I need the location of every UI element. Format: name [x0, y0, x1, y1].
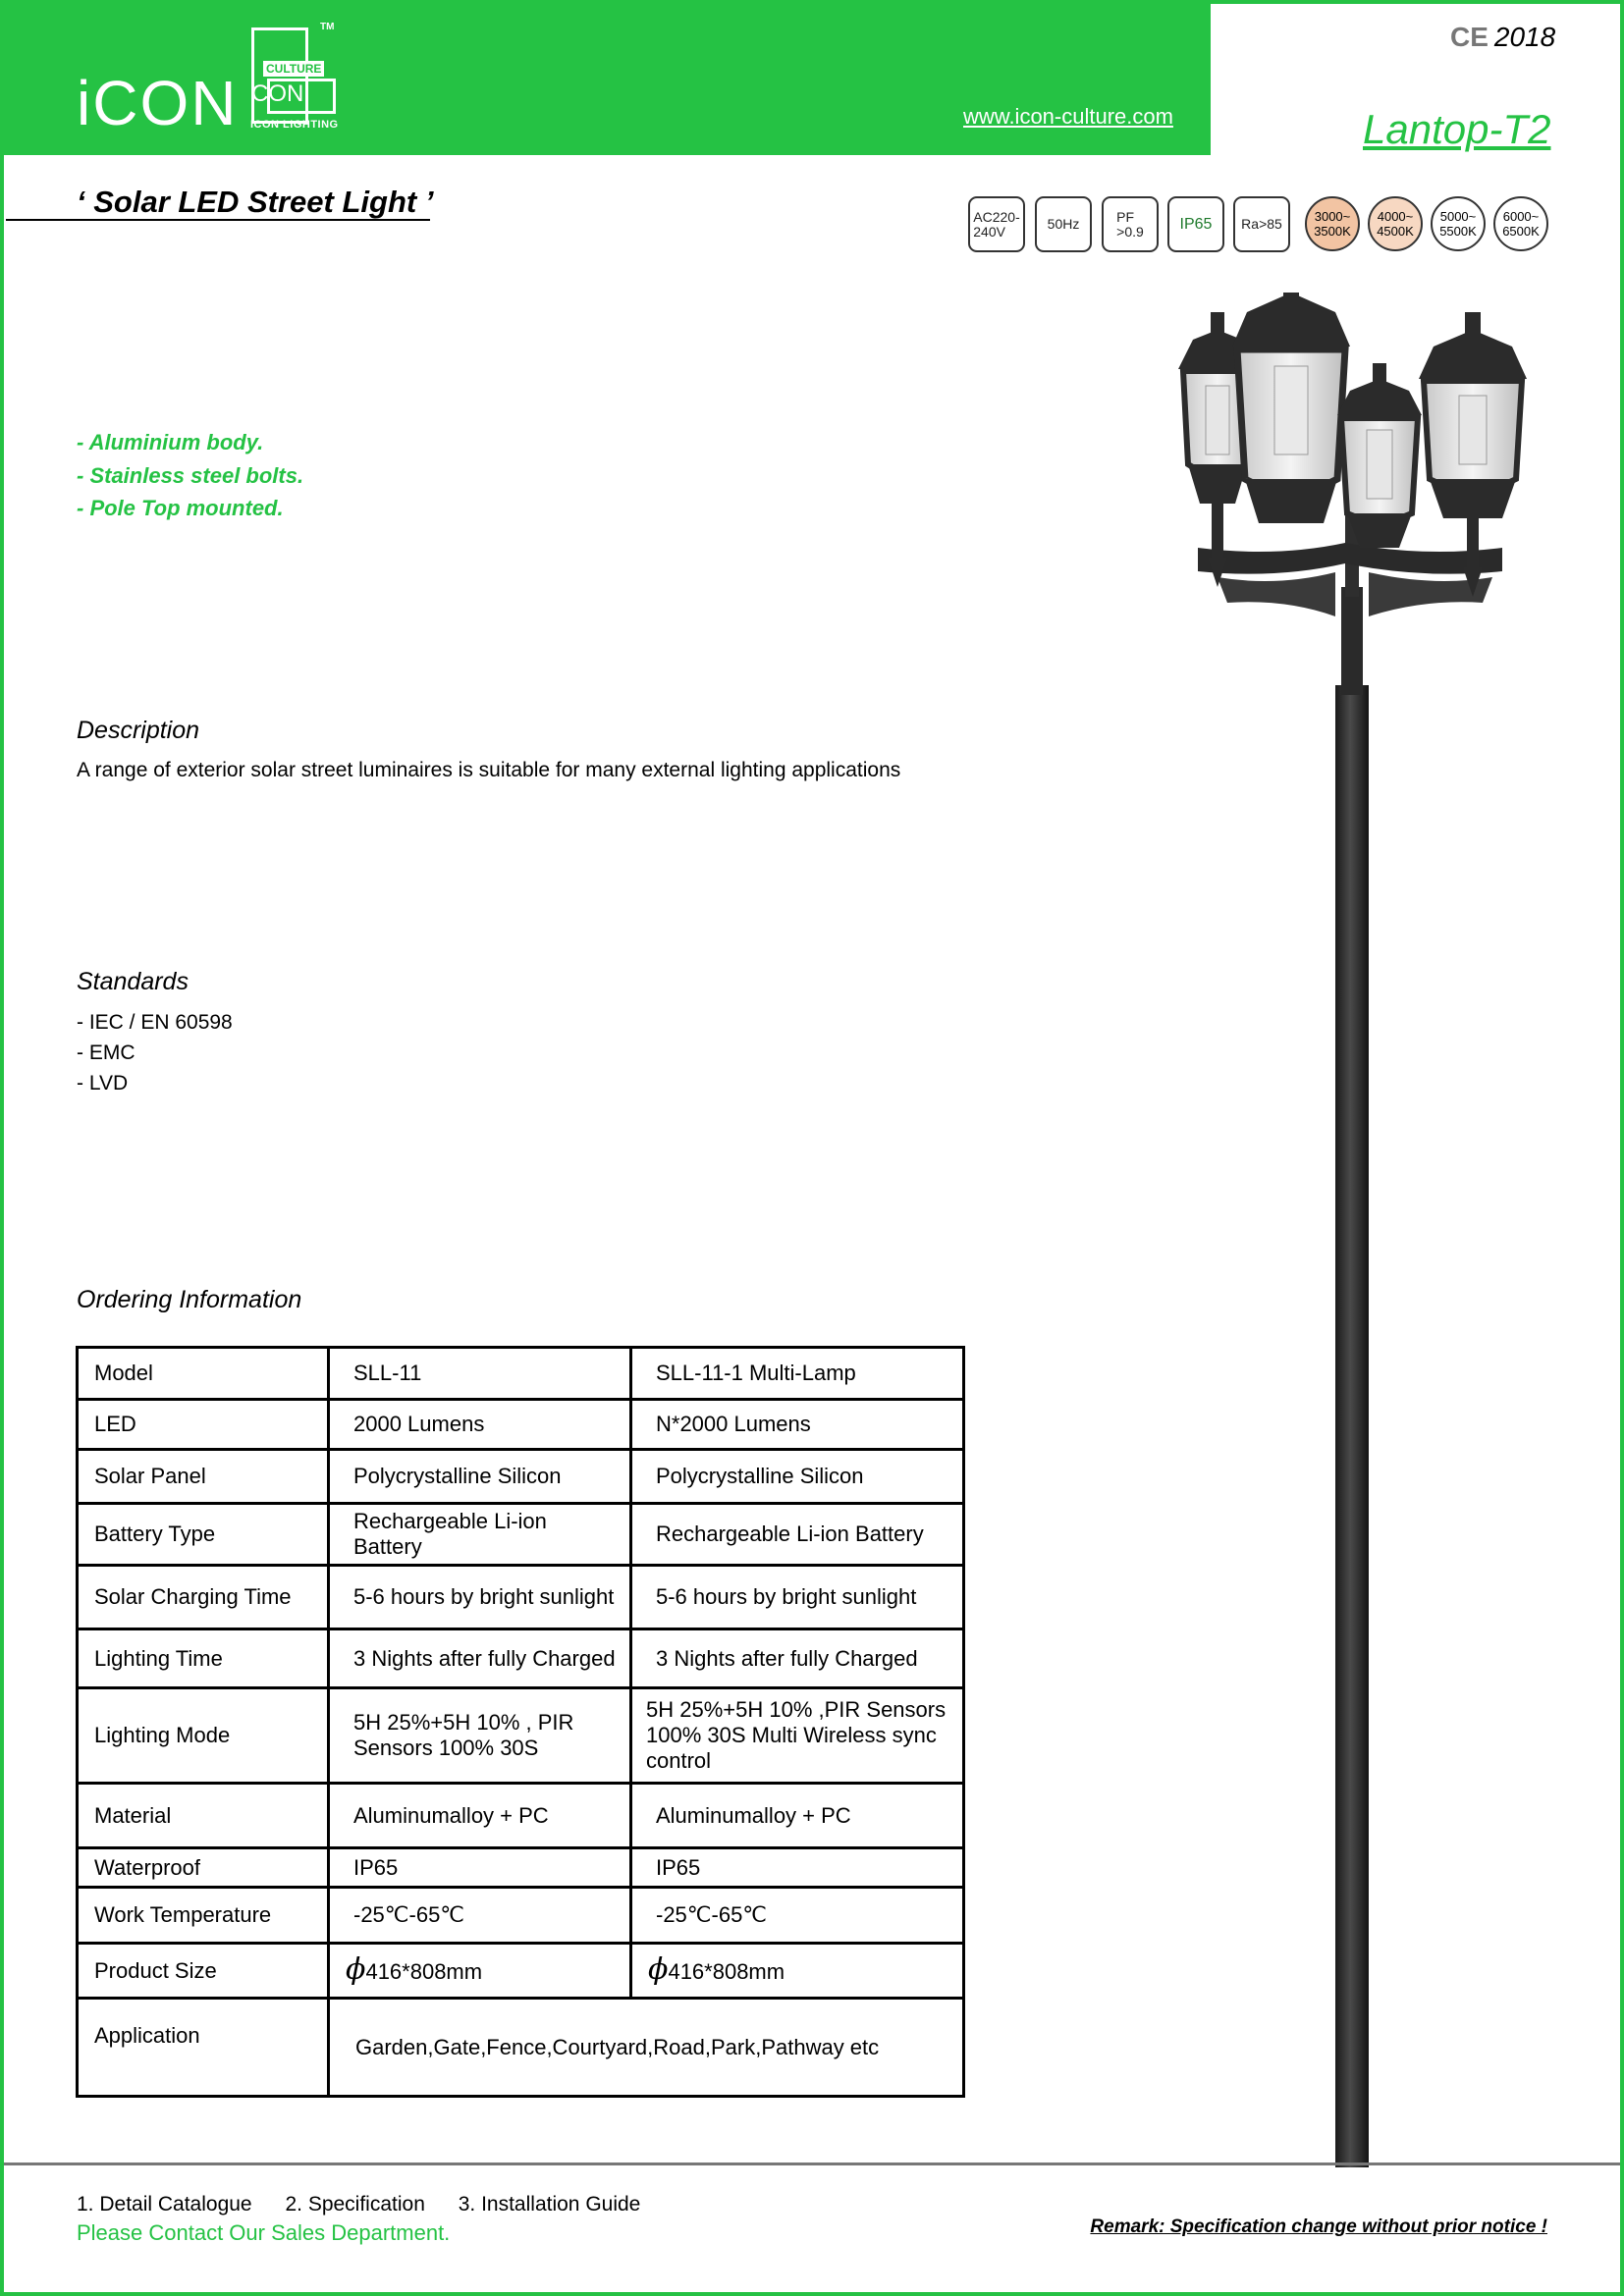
footer-link-catalogue[interactable]: 1. Detail Catalogue — [77, 2193, 252, 2216]
table-row — [78, 1629, 964, 1688]
header-band — [0, 0, 1211, 155]
street-lamp-illustration — [1139, 293, 1551, 2167]
table-row — [78, 1450, 964, 1504]
row-label: Battery Type — [78, 1504, 329, 1566]
table-row — [78, 1784, 964, 1848]
lamp-pole — [1335, 685, 1369, 2167]
table-row — [78, 1400, 964, 1450]
row-label: Solar Charging Time — [78, 1566, 329, 1629]
cell-charging-2: 5-6 hours by bright sunlight — [631, 1566, 964, 1629]
cct-6000k: 6000~ 6500K — [1493, 196, 1548, 251]
diameter-symbol: ϕ — [648, 1951, 669, 1987]
badge-power-factor: PF >0.9 — [1102, 196, 1159, 252]
cell-charging-1: 5-6 hours by bright sunlight — [329, 1566, 631, 1629]
row-label: Material — [78, 1784, 329, 1848]
product-code: Lantop-T2 — [1363, 106, 1551, 152]
cell-size-2: ϕ416*808mm — [631, 1944, 964, 1999]
cell-material-2: Aluminumalloy + PC — [631, 1784, 964, 1848]
description-heading: Description — [77, 717, 200, 744]
footer-divider — [4, 2163, 1620, 2165]
feature-item: - Pole Top mounted. — [77, 496, 284, 520]
bracket-left — [1218, 572, 1335, 616]
footer-link-specification[interactable]: 2. Specification — [285, 2193, 425, 2216]
lantern-center-left — [1232, 293, 1350, 523]
standard-item: - EMC — [77, 1041, 135, 1064]
contact-note: Please Contact Our Sales Department. — [77, 2220, 451, 2245]
table-row — [78, 1688, 964, 1784]
table-row — [78, 1848, 964, 1888]
table-row — [78, 1348, 964, 1400]
badge-frequency: 50Hz — [1035, 196, 1092, 252]
cell-application: Garden,Gate,Fence,Courtyard,Road,Park,Pathway etc — [329, 1999, 964, 2097]
pole-top — [1341, 587, 1363, 695]
lantern-center-right — [1337, 363, 1422, 548]
badge-voltage: AC220- 240V — [968, 196, 1025, 252]
remark-note: Remark: Specification change without prior notice ! — [1090, 2216, 1547, 2237]
ce-year — [1450, 22, 1555, 53]
product-title: ‘ Solar LED Street Light ’ — [77, 185, 434, 219]
ce-mark-icon: CE — [1450, 22, 1489, 52]
row-label: Waterproof — [78, 1848, 329, 1888]
catalogue-year: 2018 — [1493, 22, 1556, 52]
description-text: A range of exterior solar street luminaires is suitable for many external lighting applications — [77, 759, 901, 781]
table-row — [78, 1566, 964, 1629]
cell-model-1: SLL-11 — [329, 1348, 631, 1400]
table-row — [78, 1944, 964, 1999]
cct-5000k: 5000~ 5500K — [1431, 196, 1486, 251]
standards-heading: Standards — [77, 968, 189, 995]
cell-led-2: N*2000 Lumens — [631, 1400, 964, 1450]
row-label: LED — [78, 1400, 329, 1450]
title-underline — [6, 219, 430, 221]
ordering-heading: Ordering Information — [77, 1286, 302, 1313]
cell-waterproof-2: IP65 — [631, 1848, 964, 1888]
cell-led-1: 2000 Lumens — [329, 1400, 631, 1450]
feature-item: - Aluminium body. — [77, 430, 264, 454]
logo-tm: TM — [320, 22, 335, 32]
standard-item: - IEC / EN 60598 — [77, 1011, 233, 1034]
cct-4000k: 4000~ 4500K — [1368, 196, 1423, 251]
standard-item: - LVD — [77, 1072, 129, 1095]
table-row — [78, 1888, 964, 1944]
footer-links — [77, 2193, 668, 2216]
cell-temperature-2: -25℃-65℃ — [631, 1888, 964, 1944]
cell-material-1: Aluminumalloy + PC — [329, 1784, 631, 1848]
ordering-table — [76, 1346, 965, 2098]
row-label: Model — [78, 1348, 329, 1400]
logo-subtitle: ICON LIGHTING — [250, 119, 339, 131]
badge-ip-rating: IP65 — [1167, 196, 1224, 252]
cell-lighting-time-2: 3 Nights after fully Charged — [631, 1629, 964, 1688]
table-row — [78, 1504, 964, 1566]
cell-lighting-mode-1: 5H 25%+5H 10% , PIR Sensors 100% 30S — [329, 1688, 631, 1784]
cell-size-1: ϕ416*808mm — [329, 1944, 631, 1999]
brand-logo-icon — [247, 24, 346, 132]
cell-battery-1: Rechargeable Li-ion Battery — [329, 1504, 631, 1566]
footer-link-installation[interactable]: 3. Installation Guide — [458, 2193, 641, 2216]
badge-cri: Ra>85 — [1233, 196, 1290, 252]
cell-temperature-1: -25℃-65℃ — [329, 1888, 631, 1944]
cell-panel-2: Polycrystalline Silicon — [631, 1450, 964, 1504]
logo-culture-text: CULTURE — [263, 61, 324, 77]
row-label: Lighting Mode — [78, 1688, 329, 1784]
row-label: Work Temperature — [78, 1888, 329, 1944]
row-label: Product Size — [78, 1944, 329, 1999]
row-label: Lighting Time — [78, 1629, 329, 1688]
diameter-symbol: ϕ — [346, 1951, 366, 1987]
table-row — [78, 1999, 964, 2097]
cell-waterproof-1: IP65 — [329, 1848, 631, 1888]
feature-item: - Stainless steel bolts. — [77, 462, 304, 488]
cell-model-2: SLL-11-1 Multi-Lamp — [631, 1348, 964, 1400]
cct-3000k: 3000~ 3500K — [1305, 196, 1360, 251]
cell-battery-2: Rechargeable Li-ion Battery — [631, 1504, 964, 1566]
logo-con-text: CON — [251, 80, 304, 107]
standards-list — [77, 1011, 233, 1102]
feature-list — [77, 430, 303, 529]
brand-wordmark: iCON — [77, 68, 239, 138]
cell-panel-1: Polycrystalline Silicon — [329, 1450, 631, 1504]
website-link[interactable]: www.icon-culture.com — [963, 104, 1173, 129]
row-label: Solar Panel — [78, 1450, 329, 1504]
cell-lighting-time-1: 3 Nights after fully Charged — [329, 1629, 631, 1688]
row-label: Application — [78, 1999, 329, 2097]
cell-lighting-mode-2: 5H 25%+5H 10% ,PIR Sensors 100% 30S Multi Wireless sync control — [631, 1688, 964, 1784]
